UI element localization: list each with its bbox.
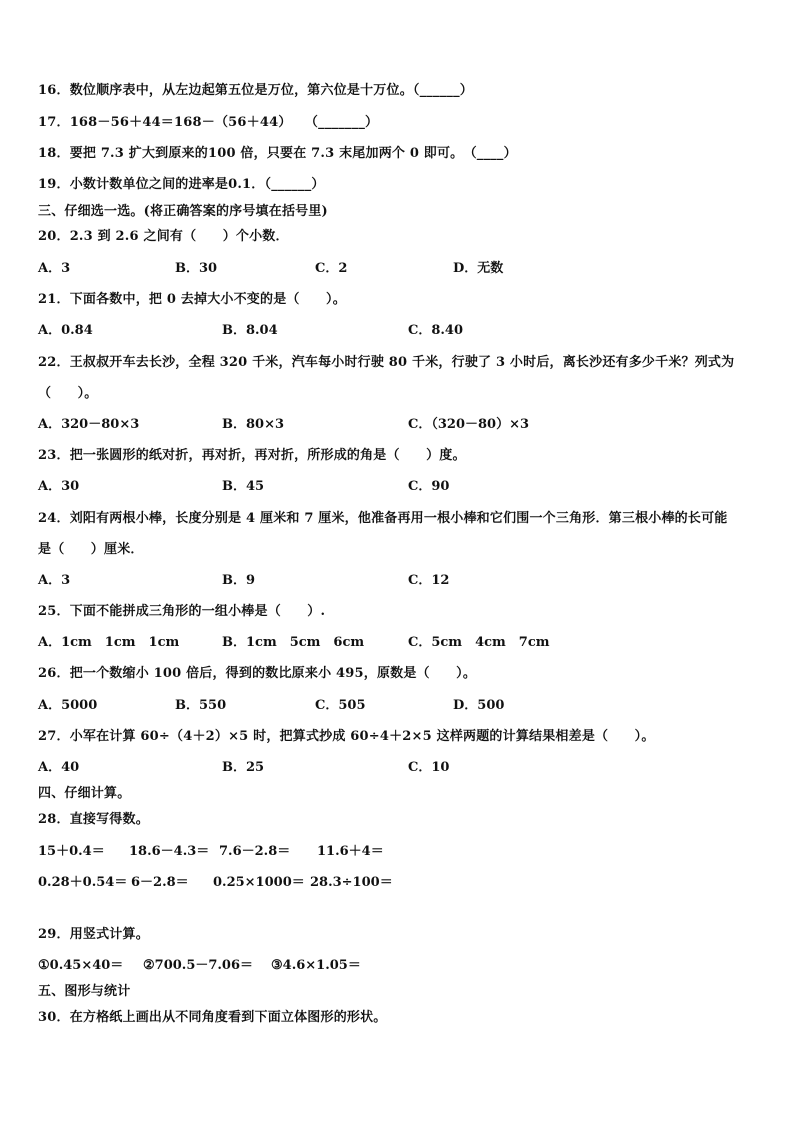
question-29: 29．用竖式计算。 (38, 927, 149, 942)
option-c: C．2 (315, 261, 348, 276)
question-24-options (38, 573, 758, 589)
question-18: 18．要把 7.3 扩大到原来的100 倍，只要在 7.3 末尾加两个 0 即可。 （____） (38, 146, 517, 161)
question-17: 17．168－56＋44＝168－（56＋44） （_______） (38, 115, 379, 130)
option-a: A．0.84 (38, 323, 93, 338)
question-23: 23．把一张圆形的纸对折，再对折，再对折，所形成的角是（ ）度。 (38, 448, 466, 463)
vertical-calc-item: ②700.5－7.06＝ (143, 958, 254, 973)
option-a: A．1cm 1cm 1cm (38, 635, 180, 650)
option-a: A．40 (38, 760, 80, 775)
option-b: B．550 (175, 698, 227, 713)
question-28: 28．直接写得数。 (38, 812, 149, 827)
option-a: A．3 (38, 261, 71, 276)
question-26-options (38, 698, 758, 714)
mental-math-item: 28.3÷100＝ (310, 875, 393, 890)
option-b: B．30 (175, 261, 218, 276)
question-21-options (38, 323, 758, 339)
vertical-calc-item: ③4.6×1.05＝ (271, 958, 361, 973)
option-a: A．320－80×3 (38, 417, 140, 432)
question-22-line-1: 22．王叔叔开车去长沙，全程 320 千米，汽车每小时行驶 80 千米，行驶了 3 小时后，离长沙还有多少千米？列式为 (38, 355, 735, 370)
question-23-options (38, 479, 758, 495)
option-c: C．90 (408, 479, 450, 494)
option-d: D．无数 (453, 261, 504, 276)
question-21: 21．下面各数中，把 0 去掉大小不变的是（ ）。 (38, 292, 346, 307)
mental-math-item: 6－2.8＝ (131, 875, 189, 890)
vertical-calc-item: ①0.45×40＝ (38, 958, 124, 973)
question-26: 26．把一个数缩小 100 倍后，得到的数比原来小 495，原数是（ ）。 (38, 666, 477, 681)
option-c: C．10 (408, 760, 450, 775)
option-b: B．45 (222, 479, 265, 494)
option-b: B．80×3 (222, 417, 285, 432)
option-d: D．500 (453, 698, 505, 713)
question-30: 30．在方格纸上画出从不同角度看到下面立体图形的形状。 (38, 1010, 387, 1025)
option-c: C．8.40 (408, 323, 464, 338)
mental-math-row-1 (38, 844, 758, 860)
option-b: B．1cm 5cm 6cm (222, 635, 365, 650)
section-5-heading: 五、图形与统计 (38, 984, 131, 999)
question-25: 25．下面不能拼成三角形的一组小棒是（ ）. (38, 604, 326, 619)
mental-math-item: 11.6＋4＝ (317, 844, 384, 859)
option-c: C．（320－80）×3 (408, 417, 530, 432)
option-c: C．12 (408, 573, 450, 588)
section-3-heading: 三、仔细选一选。(将正确答案的序号填在括号里) (38, 204, 328, 219)
mental-math-row-2 (38, 875, 758, 891)
question-22-line-2: （ ）。 (38, 386, 98, 401)
mental-math-item: 0.28＋0.54＝ (38, 875, 128, 890)
option-a: A．3 (38, 573, 71, 588)
question-20-options (38, 261, 758, 277)
mental-math-item: 0.25×1000＝ (213, 875, 305, 890)
option-b: B．9 (222, 573, 256, 588)
question-20: 20．2.3 到 2.6 之间有（ ）个小数． (38, 229, 289, 244)
vertical-calc-row (38, 958, 758, 974)
option-b: B．8.04 (222, 323, 278, 338)
option-b: B．25 (222, 760, 265, 775)
question-24-line-2: 是（ ）厘米． (38, 542, 144, 557)
question-24-line-1: 24．刘阳有两根小棒，长度分别是 4 厘米和 7 厘米，他准备再用一根小棒和它们围一个三角形．第三根小棒的长可能 (38, 511, 728, 526)
mental-math-item: 18.6－4.3＝ (129, 844, 210, 859)
option-c: C．5cm 4cm 7cm (408, 635, 550, 650)
section-4-heading: 四、仔细计算。 (38, 786, 131, 801)
question-16: 16．数位顺序表中，从左边起第五位是万位，第六位是十万位。（______） (38, 83, 473, 98)
option-c: C．505 (315, 698, 366, 713)
mental-math-item: 7.6－2.8＝ (219, 844, 291, 859)
question-27: 27．小军在计算 60÷（4＋2）×5 时，把算式抄成 60÷4＋2×5 这样两题的计算结果相差是（ ）。 (38, 729, 655, 744)
question-19: 19．小数计数单位之间的进率是0.1．（______） (38, 177, 325, 192)
question-25-options (38, 635, 758, 651)
question-22-options (38, 417, 758, 433)
option-a: A．5000 (38, 698, 98, 713)
option-a: A．30 (38, 479, 80, 494)
question-27-options (38, 760, 758, 776)
mental-math-item: 15＋0.4＝ (38, 844, 105, 859)
